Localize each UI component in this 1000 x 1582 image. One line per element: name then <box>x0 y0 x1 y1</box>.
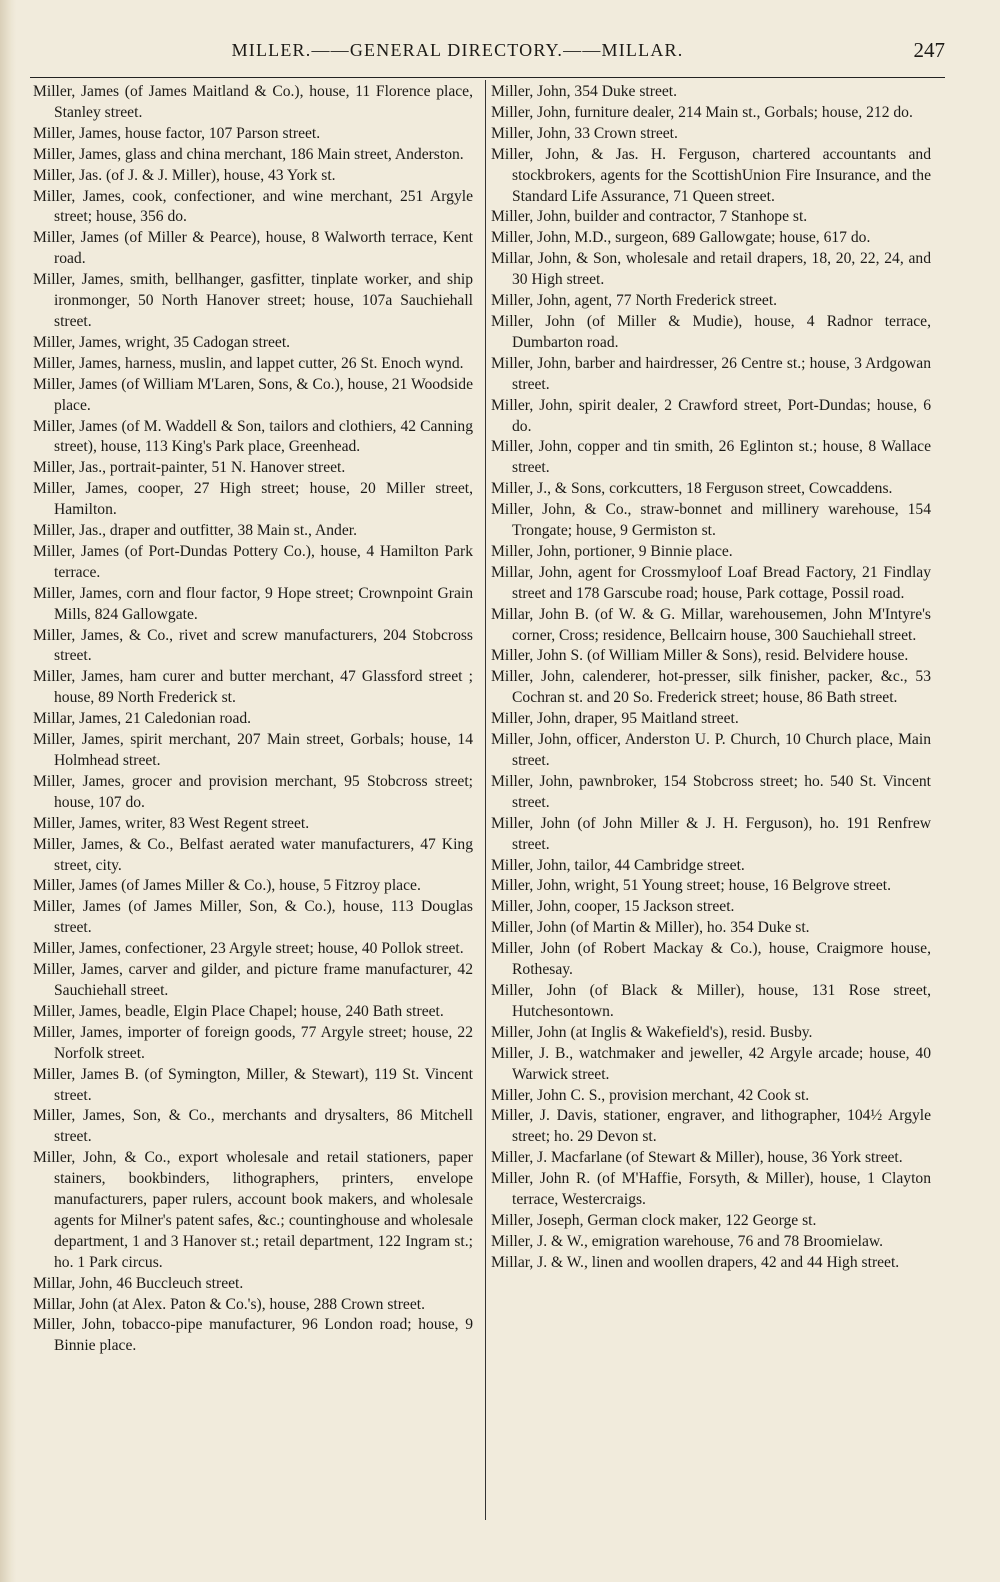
directory-entry: Miller, John, wright, 51 Young street; house, 16 Belgrove street. <box>491 877 892 895</box>
directory-entry: Miller, James (of James Miller & Co.), house, 5 Fitzroy place. <box>33 877 421 895</box>
directory-entry: Miller, James, & Co., rivet and screw manufacturers, 204 Stobcross street. <box>33 626 473 665</box>
directory-entry: Miller, James, cooper, 27 High street; house, 20 Miller street, Hamilton. <box>33 480 473 519</box>
directory-entry: Miller, John, & Co., export wholesale and retail stationers, paper stainers, bookbinders, lithographers, printers, envelope manufacturers, paper rulers, account book makers, and wholesale agents for Milner's patent safes, &c.; countinghouse and wholesale department, 1 and 3 Hanover st.; retail department, 122 Ingram st.; ho. 1 Park circus. <box>33 1149 473 1271</box>
directory-entry: Miller, James B. (of Symington, Miller, & Stewart), 119 St. Vincent street. <box>33 1065 473 1104</box>
directory-entry: Miller, James, wright, 35 Cadogan street. <box>33 333 291 351</box>
directory-entry: Miller, John (of Martin & Miller), ho. 354 Duke st. <box>491 919 810 937</box>
directory-entry: Miller, James, writer, 83 West Regent street. <box>33 814 310 832</box>
directory-entry: Miller, John (of Robert Mackay & Co.), house, Craigmore house, Rothesay. <box>491 940 931 979</box>
directory-entry: Miller, James, glass and china merchant, 186 Main street, Anderston. <box>33 145 464 163</box>
directory-entry: Miller, J., & Sons, corkcutters, 18 Ferguson street, Cowcaddens. <box>491 480 893 498</box>
directory-entry: Miller, James, harness, muslin, and lappet cutter, 26 St. Enoch wynd. <box>33 354 464 372</box>
directory-entry: Miller, John R. (of M'Haffie, Forsyth, & Miller), house, 1 Clayton terrace, Westercraigs. <box>491 1170 931 1209</box>
directory-entry: Miller, James (of Port-Dundas Pottery Co.), house, 4 Hamilton Park terrace. <box>33 542 473 581</box>
directory-entry: Miller, James, smith, bellhanger, gasfitter, tinplate worker, and ship ironmonger, 50 North Hanover street; house, 107a Sauchiehall street. <box>33 271 473 330</box>
directory-entry: Miller, James, carver and gilder, and picture frame manufacturer, 42 Sauchiehall street. <box>33 961 473 999</box>
directory-entry: Miller, John, 33 Crown street. <box>491 124 678 142</box>
directory-entry: Miller, James (of M. Waddell & Son, tailors and clothiers, 42 Canning street), house, 113 King's Park place, Greenhead. <box>33 417 473 456</box>
directory-entry: Millar, J. & W., linen and woollen drapers, 42 and 44 High street. <box>491 1253 900 1271</box>
directory-entry: Miller, James (of James Miller, Son, & Co.), house, 113 Douglas street. <box>33 898 473 937</box>
header-rule <box>30 77 945 78</box>
directory-entry: Miller, John, calenderer, hot-presser, silk finisher, packer, &c., 53 Cochran st. and 20 So. Frederick street; house, 86 Bath street. <box>491 668 931 707</box>
column-divider <box>485 80 486 1520</box>
directory-entry: Millar, John, & Son, wholesale and retail drapers, 18, 20, 22, 24, and 30 High street. <box>491 250 931 289</box>
directory-entry: Miller, Joseph, German clock maker, 122 George st. <box>491 1211 817 1229</box>
directory-entry: Miller, John, spirit dealer, 2 Crawford street, Port-Dundas; house, 6 do. <box>491 396 931 435</box>
page-gutter-edge <box>0 0 16 1582</box>
right-column <box>491 82 931 1274</box>
directory-entry: Miller, James, beadle, Elgin Place Chapel; house, 240 Bath street. <box>33 1002 444 1020</box>
directory-entry: Miller, John, officer, Anderston U. P. Church, 10 Church place, Main street. <box>491 731 931 769</box>
directory-entry: Miller, James, ham curer and butter merchant, 47 Glassford street ; house, 89 North Frederick st. <box>33 668 473 707</box>
directory-entry: Miller, John (at Inglis & Wakefield's), resid. Busby. <box>491 1023 813 1041</box>
directory-entry: Miller, John, tobacco-pipe manufacturer, 96 London road; house, 9 Binnie place. <box>33 1316 473 1355</box>
directory-entry: Miller, John, draper, 95 Maitland street. <box>491 710 739 728</box>
directory-entry: Miller, John, portioner, 9 Binnie place. <box>491 542 733 560</box>
directory-entry: Miller, John C. S., provision merchant, 42 Cook st. <box>491 1086 810 1104</box>
directory-entry: Miller, Jas. (of J. & J. Miller), house, 43 York st. <box>33 166 336 184</box>
directory-entry: Miller, James (of Miller & Pearce), house, 8 Walworth terrace, Kent road. <box>33 229 473 268</box>
directory-entry: Miller, James, house factor, 107 Parson street. <box>33 124 321 142</box>
directory-entry: Miller, James, spirit merchant, 207 Main street, Gorbals; house, 14 Holmhead street. <box>33 731 473 769</box>
page-number: 247 <box>913 38 945 62</box>
directory-entry: Miller, James, Son, & Co., merchants and drysalters, 86 Mitchell street. <box>33 1107 473 1146</box>
directory-entry: Miller, Jas., portrait-painter, 51 N. Hanover street. <box>33 459 346 477</box>
directory-entry: Miller, John, builder and contractor, 7 Stanhope st. <box>491 208 808 226</box>
directory-entry: Miller, John (of Miller & Mudie), house, 4 Radnor terrace, Dumbarton road. <box>491 312 931 351</box>
directory-entry: Miller, John, M.D., surgeon, 689 Gallowgate; house, 617 do. <box>491 229 871 247</box>
directory-entry: Miller, John, & Co., straw-bonnet and millinery warehouse, 154 Trongate; house, 9 Germiston st. <box>491 501 931 540</box>
left-column <box>33 82 473 1357</box>
directory-entry: Miller, James, & Co., Belfast aerated water manufacturers, 47 King street, city. <box>33 835 473 874</box>
directory-entry: Miller, James, importer of foreign goods, 77 Argyle street; house, 22 Norfolk street. <box>33 1023 473 1062</box>
directory-entry: Miller, James, grocer and provision merchant, 95 Stobcross street; house, 107 do. <box>33 772 473 811</box>
directory-entry: Miller, Jas., draper and outfitter, 38 Main st., Ander. <box>33 522 357 540</box>
directory-entry: Miller, J. B., watchmaker and jeweller, 42 Argyle arcade; house, 40 Warwick street. <box>491 1044 931 1083</box>
directory-entry: Millar, James, 21 Caledonian road. <box>33 710 252 728</box>
page-header <box>30 40 945 70</box>
directory-entry: Miller, John, agent, 77 North Frederick street. <box>491 292 778 310</box>
directory-entry: Miller, James, confectioner, 23 Argyle street; house, 40 Pollok street. <box>33 940 464 958</box>
directory-entry: Miller, John, barber and hairdresser, 26 Centre st.; house, 3 Ardgowan street. <box>491 354 931 393</box>
directory-entry: Miller, James, cook, confectioner, and wine merchant, 251 Argyle street; house, 356 do. <box>33 187 473 226</box>
running-head: MILLER.——GENERAL DIRECTORY.——MILLAR. <box>231 40 684 60</box>
directory-entry: Millar, John (at Alex. Paton & Co.'s), house, 288 Crown street. <box>33 1295 425 1313</box>
directory-entry: Miller, James, corn and flour factor, 9 Hope street; Crownpoint Grain Mills, 824 Gallowgate. <box>33 584 473 623</box>
directory-entry: Miller, James (of James Maitland & Co.), house, 11 Florence place, Stanley street. <box>33 83 473 121</box>
directory-entry: Miller, James (of William M'Laren, Sons, & Co.), house, 21 Woodside place. <box>33 375 473 414</box>
directory-entry: Millar, John B. (of W. & G. Millar, warehousemen, John M'Intyre's corner, Cross; residence, Bellcairn house, 300 Sauchiehall street. <box>491 605 931 644</box>
directory-entry: Miller, John, furniture dealer, 214 Main st., Gorbals; house, 212 do. <box>491 103 913 121</box>
directory-entry: Miller, J. Macfarlane (of Stewart & Miller), house, 36 York street. <box>491 1149 903 1167</box>
directory-entry: Millar, John, 46 Buccleuch street. <box>33 1274 244 1292</box>
directory-entry: Miller, John (of Black & Miller), house, 131 Rose street, Hutchesontown. <box>491 981 931 1020</box>
directory-entry: Millar, John, agent for Crossmyloof Loaf Bread Factory, 21 Findlay street and 178 Garscube road; house, Park cottage, Possil road. <box>491 563 931 602</box>
directory-entry: Miller, John, copper and tin smith, 26 Eglinton st.; house, 8 Wallace street. <box>491 438 931 477</box>
directory-entry: Miller, John, 354 Duke street. <box>491 83 678 100</box>
directory-entry: Miller, John S. (of William Miller & Sons), resid. Belvidere house. <box>491 647 909 665</box>
directory-entry: Miller, J. & W., emigration warehouse, 76 and 78 Broomielaw. <box>491 1232 884 1250</box>
directory-entry: Miller, John, & Jas. H. Ferguson, chartered accountants and stockbrokers, agents for the ScottishUnion Fire Insurance, and the Standard Life Assurance, 71 Queen street. <box>491 145 931 205</box>
directory-entry: Miller, J. Davis, stationer, engraver, and lithographer, 104½ Argyle street; ho. 29 Devon st. <box>491 1107 931 1146</box>
directory-entry: Miller, John, tailor, 44 Cambridge street. <box>491 856 745 874</box>
directory-entry: Miller, John (of John Miller & J. H. Ferguson), ho. 191 Renfrew street. <box>491 814 931 853</box>
directory-entry: Miller, John, pawnbroker, 154 Stobcross street; ho. 540 St. Vincent street. <box>491 772 931 811</box>
directory-entry: Miller, John, cooper, 15 Jackson street. <box>491 898 735 916</box>
